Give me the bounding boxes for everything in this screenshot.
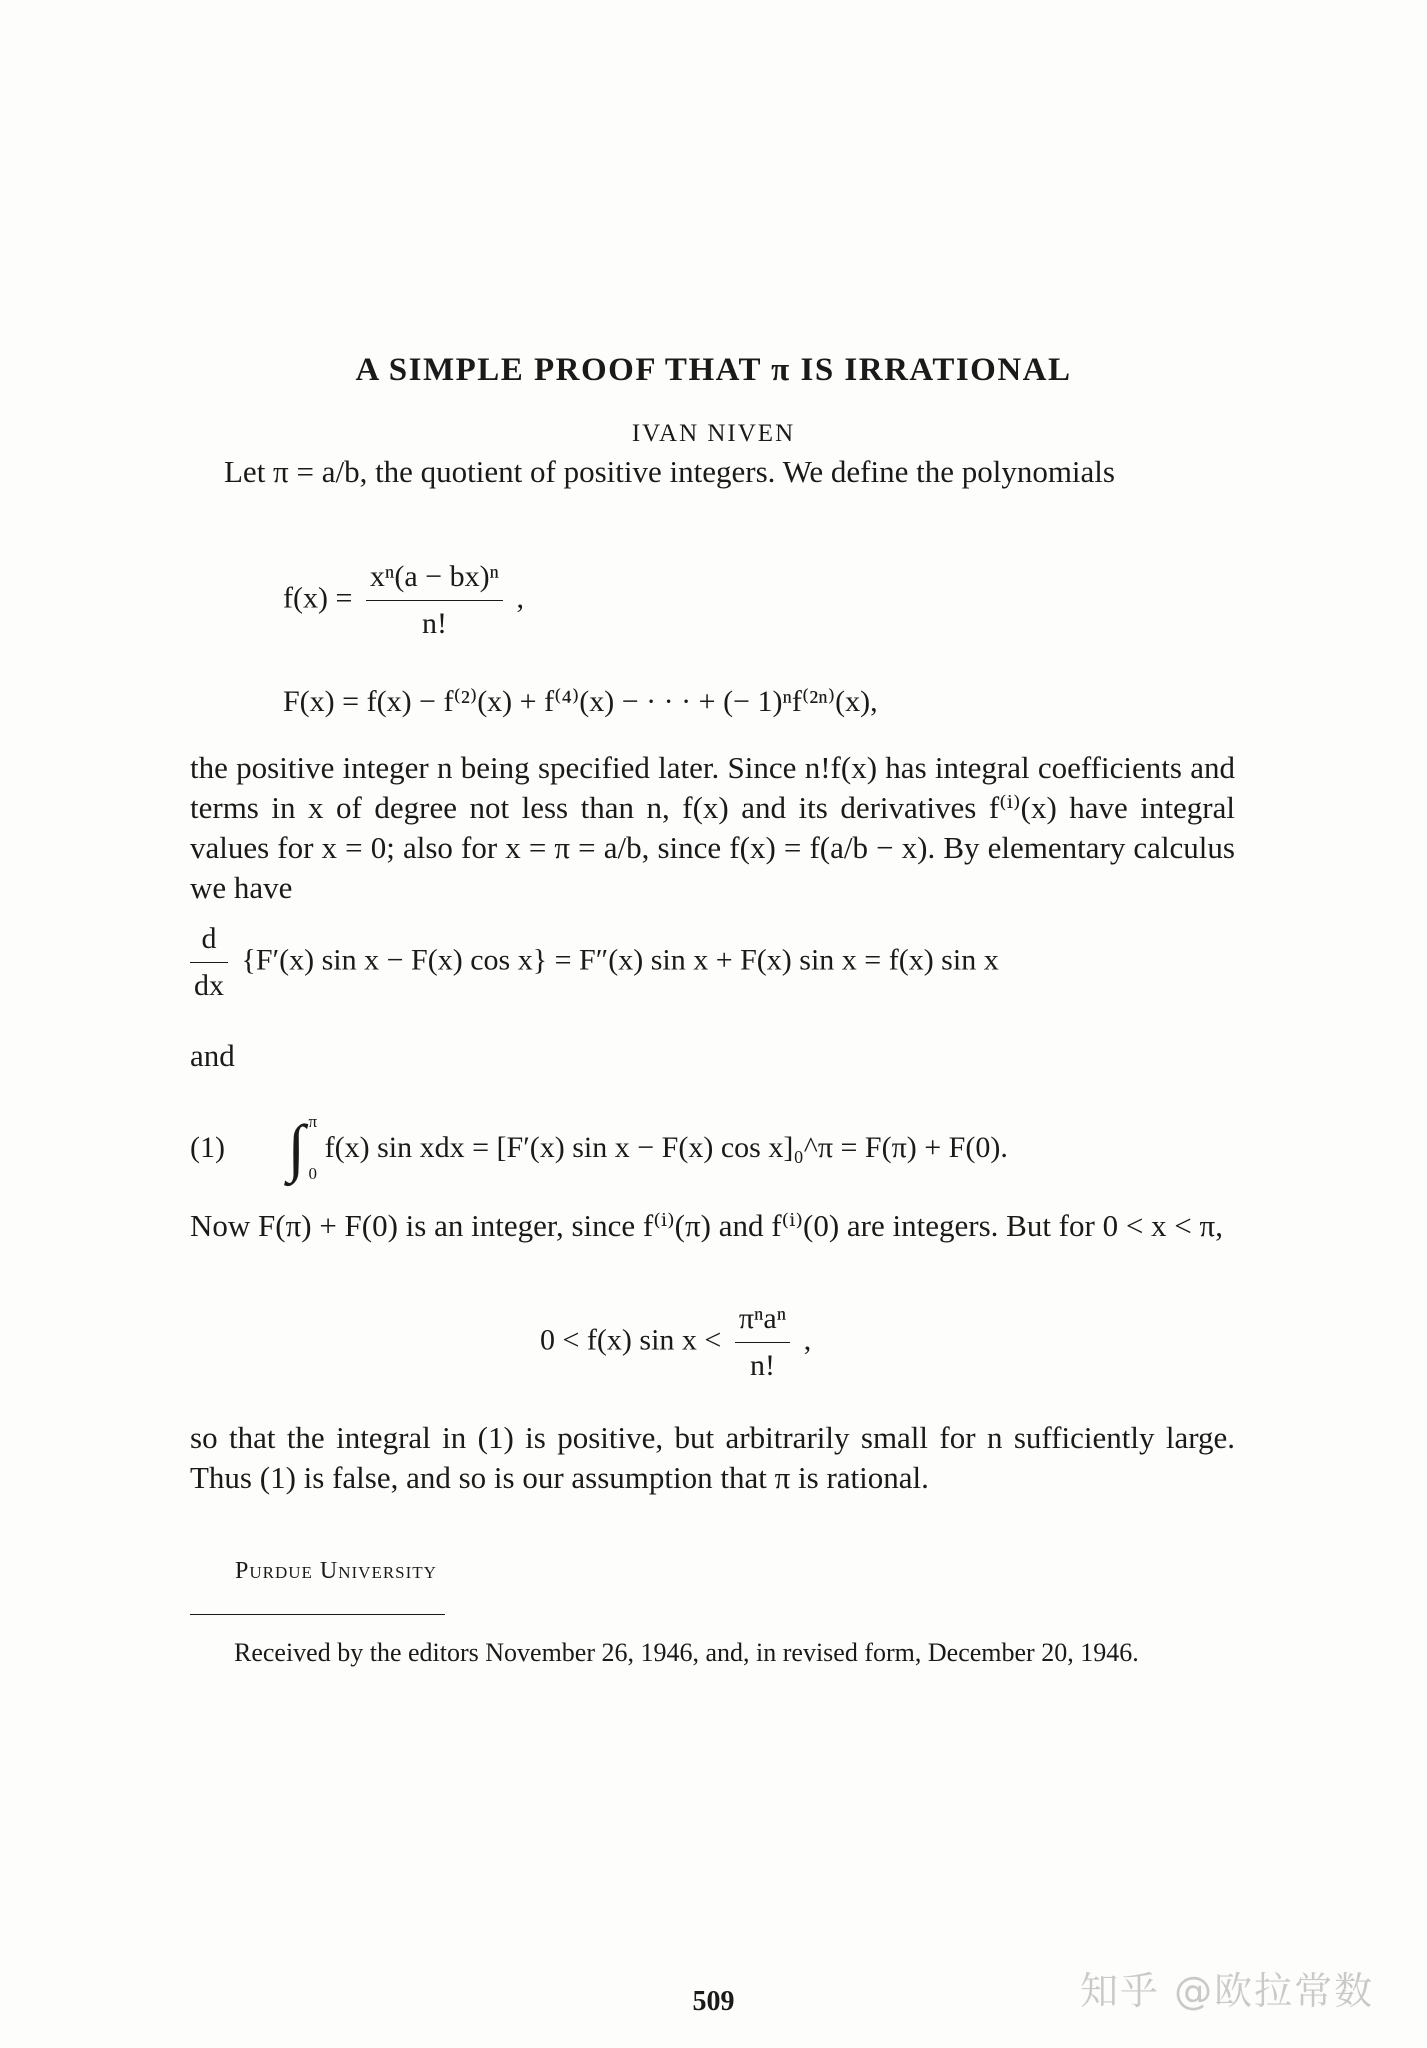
inequality-lhs: 0 < f(x) sin x < <box>540 1323 722 1357</box>
equation-F-definition: F(x) = f(x) − f⁽²⁾(x) + f⁽⁴⁾(x) − · · · + (− 1)ⁿf⁽²ⁿ⁾(x), <box>283 685 878 718</box>
equation-f-trail: , <box>516 581 525 615</box>
paragraph-conclusion: so that the integral in (1) is positive, but arbitrarily small for n sufficiently large. Thus (1) is false, and so is our assumption that π is rational. <box>190 1420 1235 1495</box>
equation-inequality <box>540 1302 811 1383</box>
watermark: 知乎 @欧拉常数 <box>1080 1969 1375 2013</box>
footnote-rule <box>190 1614 445 1615</box>
integral-upper-limit: π <box>308 1112 318 1131</box>
equation-1-label: (1) <box>190 1131 225 1164</box>
derivative-operator <box>190 922 228 1003</box>
integral-lower-limit: 0 <box>308 1164 318 1183</box>
inequality-fraction <box>735 1302 790 1383</box>
inequality-denominator: n! <box>735 1342 790 1383</box>
inequality-trail: , <box>803 1323 812 1357</box>
footnote: Received by the editors November 26, 1946, and, in revised form, December 20, 1946. <box>234 1638 1139 1667</box>
equation-f-denominator: n! <box>366 600 503 641</box>
derivative-numerator: d <box>201 922 217 955</box>
equation-f-fraction <box>366 560 503 641</box>
affiliation: Purdue University <box>235 1558 437 1584</box>
equation-derivative <box>190 922 999 1003</box>
equation-f-numerator: xⁿ(a − bx)ⁿ <box>369 560 500 593</box>
paragraph-integer-claim: Now F(π) + F(0) is an integer, since f⁽ⁱ⁾(π) and f⁽ⁱ⁾(0) are integers. But for 0 < x < π, <box>190 1208 1223 1243</box>
paper-title: A SIMPLE PROOF THAT π IS IRRATIONAL <box>355 352 1072 388</box>
integral-sign: ∫ <box>287 1112 306 1183</box>
word-and: and <box>190 1038 235 1073</box>
intro-paragraph: Let π = a/b, the quotient of positive integers. We define the polynomials <box>224 454 1115 489</box>
equation-f-definition <box>283 560 524 641</box>
author-name: IVAN NIVEN <box>631 420 796 447</box>
paragraph-integer-properties: the positive integer n being specified later. Since n!f(x) has integral coefficients and terms in x of degree not less than n, f(x) and its derivatives f⁽ⁱ⁾(x) have integral values for x = 0; also for x = π = a/b, since f(x) = f(a/b − x). By elementary calculus we have <box>190 750 1235 905</box>
equation-1 <box>190 1096 1008 1200</box>
equation-1-body: f(x) sin xdx = [F′(x) sin x − F(x) cos x]₀^π = F(π) + F(0). <box>324 1131 1008 1164</box>
derivative-rest: {F′(x) sin x − F(x) cos x} = F″(x) sin x + F(x) sin x = f(x) sin x <box>241 943 999 977</box>
equation-f-lhs: f(x) = <box>283 581 353 615</box>
integral-limits <box>309 1096 318 1200</box>
inequality-numerator: πⁿaⁿ <box>738 1302 787 1335</box>
page-number: 509 <box>692 1986 735 2017</box>
derivative-denominator: dx <box>190 962 228 1003</box>
